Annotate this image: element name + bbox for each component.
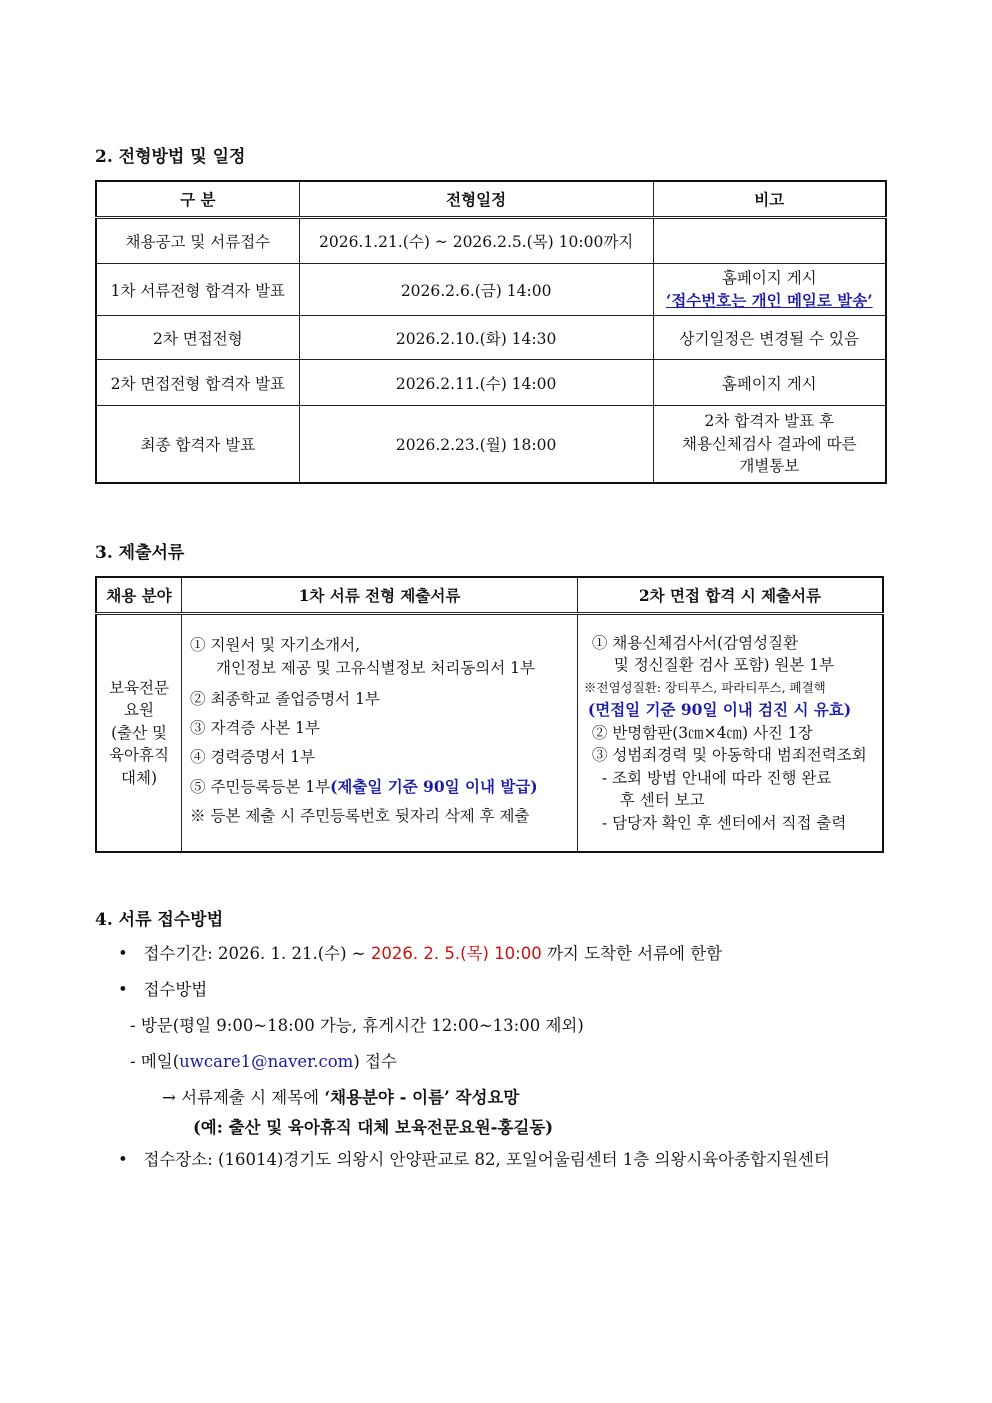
schedule-table <box>95 180 887 484</box>
docs2-line: ③ 성범죄경력 및 아동학대 범죄전력조회 <box>591 746 867 764</box>
row-note <box>653 406 886 483</box>
field-line: 보육전문 <box>109 678 169 697</box>
title-guide-suffix: 작성요망 <box>449 1088 520 1107</box>
place-text: 접수장소: (16014)경기도 의왕시 안양판교로 82, 포일어울림센터 1층 의왕시육아종합지원센터 <box>143 1150 830 1169</box>
row-note <box>653 218 886 264</box>
table-row <box>96 316 886 360</box>
mail-line <box>130 1048 397 1072</box>
mail-suffix: ) 접수 <box>353 1052 397 1071</box>
docs1-cell <box>182 614 578 852</box>
method-label: 접수방법 <box>143 980 208 999</box>
docs2-cell <box>577 614 883 852</box>
period-end: 2026. 2. 5.(목) 10:00 <box>370 944 542 963</box>
docs2-line: ② 반명함판(3㎝×4㎝) 사진 1장 <box>591 723 813 742</box>
section2-heading: 2. 전형방법 및 일정 <box>95 147 246 167</box>
field-line: 육아휴직 <box>109 746 169 764</box>
field-line: 대체) <box>121 768 158 787</box>
docs2-line: 및 정신질환 검사 포함) 원본 1부 <box>613 656 835 674</box>
row-note: 홈페이지 게시 <box>653 360 886 406</box>
row-schedule: 2026.2.11.(수) 14:00 <box>299 360 653 406</box>
table-row <box>96 614 883 852</box>
table-row <box>96 218 886 264</box>
header-category: 구 분 <box>96 181 299 218</box>
docs2-line: - 담당자 확인 후 센터에서 직접 출력 <box>601 813 847 832</box>
header-note: 비고 <box>653 181 886 218</box>
method-line <box>118 976 207 1000</box>
title-guide-format: ‘채용분야 - 이름’ <box>324 1088 450 1107</box>
row-schedule: 2026.2.10.(화) 14:30 <box>299 316 653 360</box>
header-docs2: 2차 면접 합격 시 제출서류 <box>577 577 883 614</box>
row-schedule: 2026.2.6.(금) 14:00 <box>299 264 653 316</box>
row-category: 채용공고 및 서류접수 <box>96 218 299 264</box>
bullet-icon: • <box>118 980 144 999</box>
bullet-icon: • <box>118 1150 144 1169</box>
docs1-line: ④ 경력증명서 1부 <box>190 748 316 767</box>
note-line: 홈페이지 게시 <box>721 269 817 287</box>
docs1-line: ① 지원서 및 자기소개서, <box>190 636 360 655</box>
section4-heading: 4. 서류 접수방법 <box>95 910 224 930</box>
period-tail: 까지 도착한 서류에 한함 <box>541 944 723 963</box>
period-label: 접수기간: 2026. 1. 21.(수) ~ <box>143 944 371 963</box>
docs1-line: 개인정보 제공 및 고유식별정보 처리동의서 1부 <box>216 658 536 677</box>
row-category: 최종 합격자 발표 <box>96 406 299 483</box>
docs1-line: ※ 등본 제출 시 주민등록번호 뒷자리 삭제 후 제출 <box>190 807 530 826</box>
header-schedule: 전형일정 <box>299 181 653 218</box>
mail-link[interactable]: uwcare1@naver.com <box>179 1052 354 1071</box>
docs2-emphasis: (면접일 기준 90일 이내 검진 시 유효) <box>587 700 852 719</box>
row-category: 2차 면접전형 <box>96 316 299 360</box>
row-schedule: 2026.2.23.(월) 18:00 <box>299 406 653 483</box>
table-row <box>96 264 886 316</box>
example-line: (예: 출산 및 육아휴직 대체 보육전문요원-홍길동) <box>193 1118 554 1137</box>
row-note: 상기일정은 변경될 수 있음 <box>653 316 886 360</box>
section3-heading: 3. 제출서류 <box>95 543 185 563</box>
note-line: 채용신체검사 결과에 따른 <box>681 434 857 453</box>
bullet-icon: • <box>118 944 144 963</box>
visit-line: - 방문(평일 9:00~18:00 가능, 휴게시간 12:00~13:00 제외) <box>130 1016 584 1035</box>
docs1-line <box>190 772 577 802</box>
docs1-line: ③ 자격증 사본 1부 <box>190 719 321 738</box>
note-line: 2차 합격자 발표 후 <box>704 412 834 430</box>
docs2-line: - 조회 방법 안내에 따라 진행 완료 <box>601 768 832 787</box>
documents-table <box>95 576 884 853</box>
table-row <box>96 360 886 406</box>
field-cell <box>96 614 182 852</box>
docs2-note: ※전염성질환: 장티푸스, 파라티푸스, 폐결핵 <box>583 679 826 695</box>
row-schedule: 2026.1.21.(수) ~ 2026.2.5.(목) 10:00까지 <box>299 218 653 264</box>
row-category: 2차 면접전형 합격자 발표 <box>96 360 299 406</box>
field-line: 요원 <box>124 701 154 719</box>
mail-prefix: - 메일( <box>130 1052 180 1071</box>
period-line <box>118 940 722 964</box>
header-field: 채용 분야 <box>96 577 182 614</box>
note-line: 개별통보 <box>739 457 800 475</box>
row-note <box>653 264 886 316</box>
docs2-line: 후 센터 보고 <box>619 791 705 809</box>
note-emphasis: ‘접수번호는 개인 메일로 발송’ <box>665 290 873 310</box>
place-line <box>118 1146 830 1170</box>
docs1-emphasis: (제출일 기준 90일 이내 발급) <box>330 777 538 797</box>
docs1-text: ⑤ 주민등록등본 1부 <box>190 778 331 797</box>
field-line: (출산 및 <box>111 723 167 742</box>
title-guide-prefix: → 서류제출 시 제목에 <box>162 1088 325 1107</box>
header-docs1: 1차 서류 전형 제출서류 <box>182 577 578 614</box>
table-row <box>96 406 886 483</box>
title-guide-line <box>162 1084 519 1108</box>
docs2-line: ① 채용신체검사서(감염성질환 <box>591 633 799 652</box>
row-category: 1차 서류전형 합격자 발표 <box>96 264 299 316</box>
docs1-line: ② 최종학교 졸업증명서 1부 <box>190 690 380 709</box>
